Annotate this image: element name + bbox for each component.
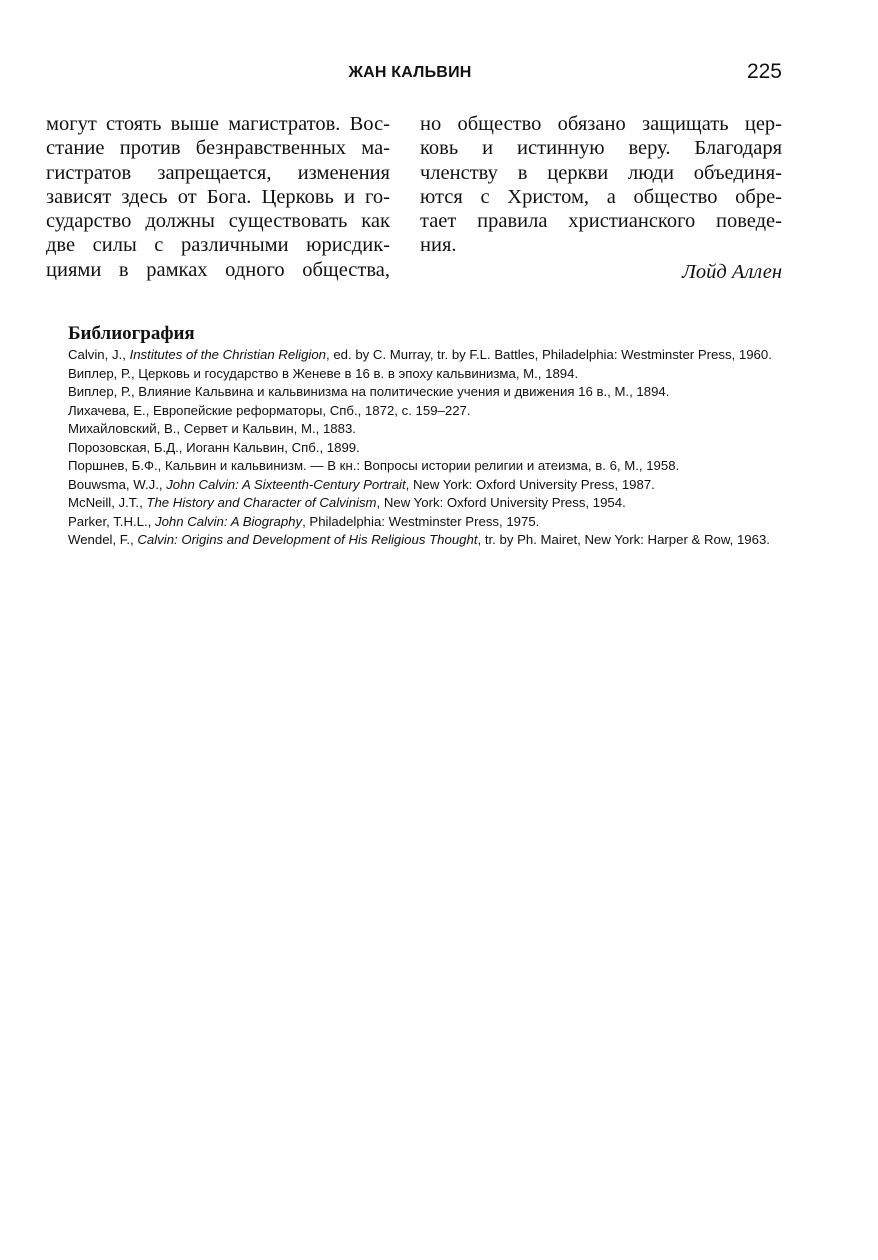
text-line: ния. (420, 234, 457, 257)
bibliography-list (46, 346, 782, 549)
bibliography-entry (46, 494, 782, 512)
text-line: циями в рамках одного общества, (46, 258, 390, 281)
text-line: ются с Христом, а общество обре- (420, 185, 782, 208)
text-line: но общество обязано защищать цер- (420, 113, 782, 135)
bibliography-entry (46, 402, 782, 420)
entry-author-text: Calvin, J., (68, 347, 130, 362)
entry-author-text: Михайловский, В., Сервет и Кальвин, М., 1883. (68, 421, 356, 436)
right-text-column (420, 112, 782, 284)
entry-author-text: Поршнев, Б.Ф., Кальвин и кальвинизм. — В кн.: Вопросы истории религии и атеизма, в. 6, М., 1958. (68, 458, 680, 473)
text-line: гистратов запрещается, изменения (46, 161, 390, 184)
entry-author-text: Виплер, Р., Влияние Кальвина и кальвинизма на политические учения и движения 16 в., М., 1894. (68, 384, 670, 399)
text-line: могут стоять выше магистратов. Вос- (46, 113, 390, 135)
bibliography-entry (46, 365, 782, 383)
entry-publication-text: , New York: Oxford University Press, 1987. (405, 476, 655, 492)
entry-title: Calvin: Origins and Development of His Religious Thought (137, 532, 478, 547)
bibliography-entry (46, 476, 782, 494)
text-line: ковь и истинную веру. Благодаря (420, 137, 782, 160)
author-signature: Лойд Аллен (681, 260, 782, 283)
entry-title: Institutes of the Christian Religion (129, 347, 327, 362)
running-title: ЖАН КАЛЬВИН (348, 64, 472, 81)
entry-publication-text: , ed. by C. Murray, tr. by F.L. Battles, Philadelphia: Westminster Press, 1960. (326, 347, 772, 362)
entry-title: John Calvin: A Sixteenth-Century Portrait (166, 476, 406, 492)
bibliography-heading: Библиография (68, 323, 195, 344)
bibliography-entry (46, 439, 782, 457)
text-line: зависят здесь от Бога. Церковь и го- (46, 185, 390, 208)
text-line: тает правила христианского поведе- (420, 210, 782, 233)
bibliography-entry (46, 513, 782, 531)
left-text-column (46, 112, 390, 282)
entry-title: John Calvin: A Biography (154, 513, 303, 529)
text-line: стание против безнравственных ма- (46, 137, 390, 160)
bibliography-section (46, 322, 782, 550)
bibliography-entry (46, 457, 782, 475)
entry-publication-text: , tr. by Ph. Mairet, New York: Harper & Row, 1963. (477, 532, 770, 547)
entry-author-text: Виплер, Р., Церковь и государство в Женеве в 16 в. в эпоху кальвинизма, М., 1894. (68, 365, 579, 381)
entry-author-text: Bouwsma, W.J., (68, 476, 167, 492)
bibliography-entry (46, 420, 782, 438)
entry-author-text: Parker, T.H.L., (68, 513, 155, 529)
bibliography-entry (46, 383, 782, 401)
bibliography-entry (46, 531, 782, 549)
entry-author-text: McNeill, J.T., (68, 495, 147, 510)
page-number: 225 (746, 60, 782, 83)
text-line: сударство должны существовать как (46, 210, 390, 233)
entry-publication-text: , Philadelphia: Westminster Press, 1975. (302, 513, 540, 529)
entry-publication-text: , New York: Oxford University Press, 1954. (376, 495, 626, 510)
text-line: членству в церкви люди объединя- (420, 161, 782, 184)
text-line: две силы с различными юрисдик- (46, 234, 390, 257)
entry-author-text: Порозовская, Б.Д., Иоганн Кальвин, Спб., 1899. (68, 439, 360, 455)
bibliography-entry (46, 346, 782, 364)
entry-title: The History and Character of Calvinism (146, 495, 377, 510)
entry-author-text: Лихачева, Е., Европейские реформаторы, Спб., 1872, с. 159–227. (68, 402, 471, 418)
entry-author-text: Wendel, F., (68, 532, 138, 547)
